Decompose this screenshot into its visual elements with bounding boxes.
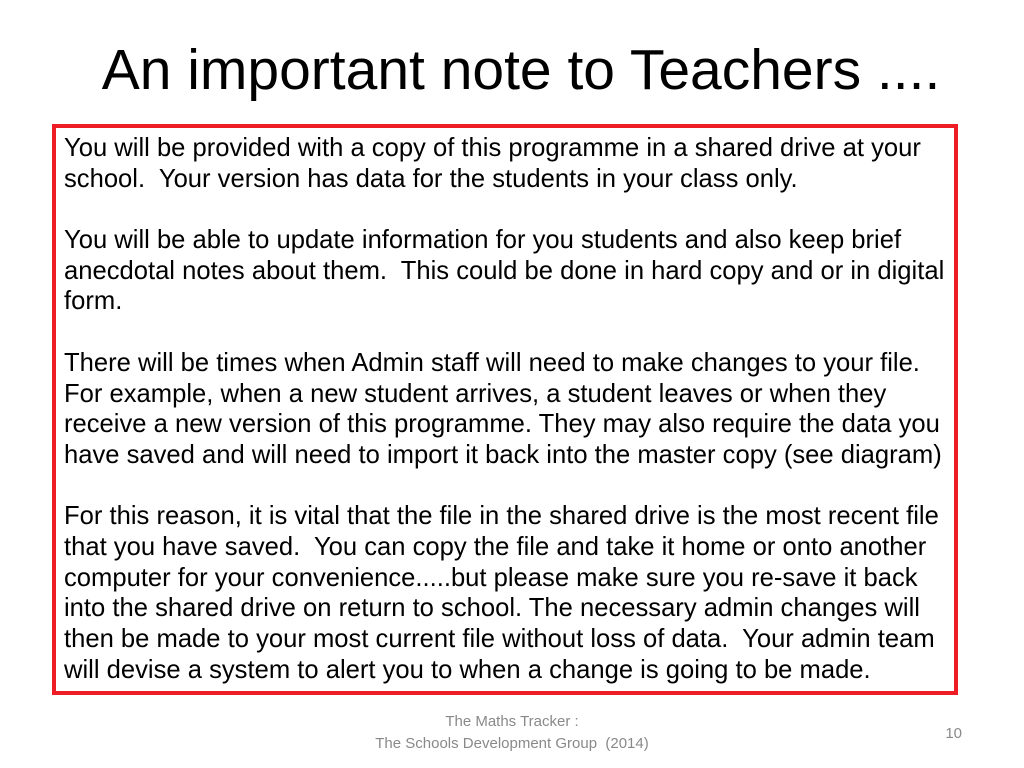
note-line: You will be provided with a copy of this programme in a shared drive at your xyxy=(64,134,921,162)
note-line: For this reason, it is vital that the file in the shared drive is the most recent file xyxy=(64,502,939,531)
slide-title: An important note to Teachers .... xyxy=(101,38,941,102)
note-line: anecdotal notes about them. This could be done in hard copy and or in digital xyxy=(64,256,945,285)
note-line: will devise a system to alert you to when a change is going to be made. xyxy=(64,655,871,684)
note-line: into the shared drive on return to school. The necessary admin changes will xyxy=(64,594,920,623)
footer-line: The Schools Development Group (2014) xyxy=(375,735,649,752)
note-line: form. xyxy=(64,287,123,316)
teacher-note-text xyxy=(64,133,950,685)
note-line: receive a new version of this programme. They may also require the data you xyxy=(64,410,940,439)
note-line: then be made to your most current file without loss of data. Your admin team xyxy=(64,625,935,653)
note-paragraph xyxy=(64,225,950,317)
note-paragraph xyxy=(64,501,950,685)
footer-line: The Maths Tracker : xyxy=(445,713,579,730)
note-paragraph xyxy=(64,348,950,471)
slide-number: 10 xyxy=(945,725,962,742)
note-line: There will be times when Admin staff will need to make changes to your file. xyxy=(64,348,920,377)
note-line: computer for your convenience.....but please make sure you re-save it back xyxy=(64,563,918,592)
note-line: have saved and will need to import it back into the master copy (see diagram) xyxy=(64,440,942,469)
note-paragraph xyxy=(64,133,950,194)
note-line: You will be able to update information for you students and also keep brief xyxy=(64,226,902,255)
note-line: For example, when a new student arrives, a student leaves or when they xyxy=(64,379,887,408)
slide-footer xyxy=(312,711,712,755)
note-line: school. Your version has data for the students in your class only. xyxy=(64,164,798,193)
note-line: that you have saved. You can copy the file and take it home or onto another xyxy=(64,532,927,561)
teacher-note-box xyxy=(52,124,958,695)
